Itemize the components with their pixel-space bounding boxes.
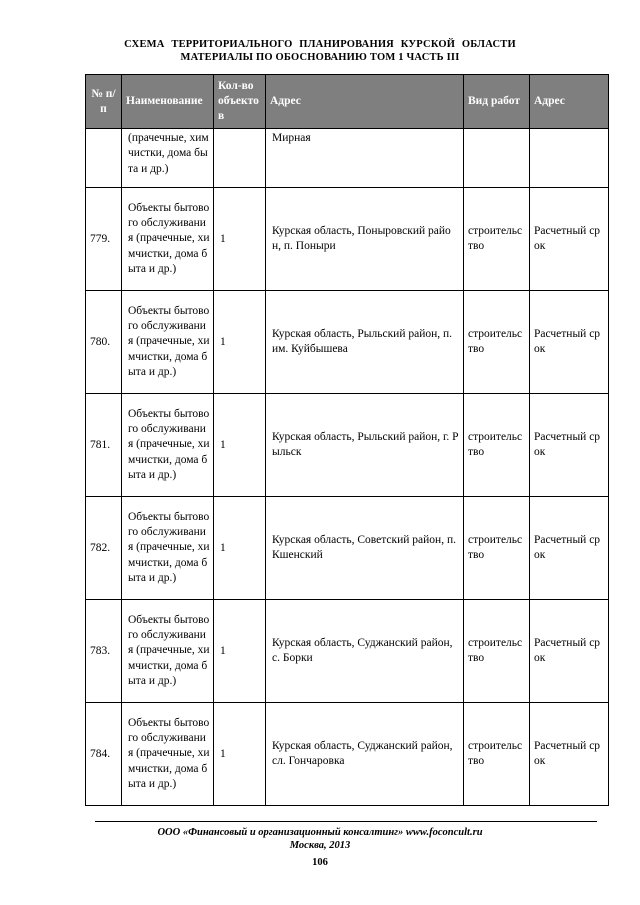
table-row xyxy=(86,188,609,291)
cell-work-type: строительство xyxy=(464,394,530,497)
cell-work-type: строительство xyxy=(464,600,530,703)
cell-number: 779. xyxy=(86,188,122,291)
cell-term: Расчетный срок xyxy=(530,394,609,497)
column-header-work-type: Вид работ xyxy=(464,75,530,129)
cell-term: Расчетный срок xyxy=(530,291,609,394)
cell-name: (прачечные, химчистки, дома быта и др.) xyxy=(122,129,214,188)
cell-quantity xyxy=(214,129,266,188)
cell-name: Объекты бытового обслуживания (прачечные, химчистки, дома быта и др.) xyxy=(122,497,214,600)
cell-work-type: строительство xyxy=(464,703,530,806)
cell-address: Курская область, Поныровский район, п. Поныри xyxy=(266,188,464,291)
column-header-name: Наименование xyxy=(122,75,214,129)
page-number: 106 xyxy=(312,857,328,868)
cell-number xyxy=(86,129,122,188)
footer-city-year: Москва, 2013 xyxy=(289,840,351,851)
cell-address: Курская область, Рыльский район, п. им. Куйбышева xyxy=(266,291,464,394)
cell-term: Расчетный срок xyxy=(530,600,609,703)
table-row-continuation xyxy=(86,129,609,188)
cell-number: 780. xyxy=(86,291,122,394)
cell-work-type: строительство xyxy=(464,188,530,291)
cell-name: Объекты бытового обслуживания (прачечные, химчистки, дома быта и др.) xyxy=(122,291,214,394)
header-subtitle: МАТЕРИАЛЫ ПО ОБОСНОВАНИЮ ТОМ 1 ЧАСТЬ III xyxy=(180,52,460,63)
column-header-number: № п/п xyxy=(86,75,122,129)
cell-quantity: 1 xyxy=(214,497,266,600)
cell-quantity: 1 xyxy=(214,188,266,291)
cell-name: Объекты бытового обслуживания (прачечные, химчистки, дома быта и др.) xyxy=(122,188,214,291)
cell-term xyxy=(530,129,609,188)
table-row xyxy=(86,394,609,497)
cell-name: Объекты бытового обслуживания (прачечные, химчистки, дома быта и др.) xyxy=(122,394,214,497)
cell-number: 782. xyxy=(86,497,122,600)
table-row xyxy=(86,600,609,703)
table-row xyxy=(86,703,609,806)
document-header xyxy=(0,38,640,64)
table-row xyxy=(86,291,609,394)
cell-work-type: строительство xyxy=(464,291,530,394)
cell-name: Объекты бытового обслуживания (прачечные, химчистки, дома быта и др.) xyxy=(122,600,214,703)
cell-name: Объекты бытового обслуживания (прачечные, химчистки, дома быта и др.) xyxy=(122,703,214,806)
cell-quantity: 1 xyxy=(214,600,266,703)
cell-address: Курская область, Суджанский район, с. Борки xyxy=(266,600,464,703)
cell-work-type: строительство xyxy=(464,497,530,600)
cell-address: Курская область, Суджанский район, сл. Гончаровка xyxy=(266,703,464,806)
objects-table xyxy=(85,74,609,806)
footer-company: ООО «Финансовый и организационный консалтинг» www.foconcult.ru xyxy=(157,827,483,838)
cell-term: Расчетный срок xyxy=(530,497,609,600)
cell-work-type xyxy=(464,129,530,188)
cell-quantity: 1 xyxy=(214,703,266,806)
table-row xyxy=(86,497,609,600)
cell-number: 784. xyxy=(86,703,122,806)
document-footer xyxy=(0,826,640,852)
cell-quantity: 1 xyxy=(214,291,266,394)
table-header-row xyxy=(86,75,609,129)
cell-address: Курская область, Советский район, п. Кшенский xyxy=(266,497,464,600)
header-title: СХЕМА ТЕРРИТОРИАЛЬНОГО ПЛАНИРОВАНИЯ КУРСКОЙ ОБЛАСТИ xyxy=(124,39,516,50)
cell-address: Курская область, Рыльский район, г. Рыльск xyxy=(266,394,464,497)
cell-term: Расчетный срок xyxy=(530,188,609,291)
cell-address: Мирная xyxy=(266,129,464,188)
column-header-term: Адрес xyxy=(530,75,609,129)
cell-number: 781. xyxy=(86,394,122,497)
cell-quantity: 1 xyxy=(214,394,266,497)
cell-term: Расчетный срок xyxy=(530,703,609,806)
footer-divider xyxy=(95,821,597,822)
column-header-address: Адрес xyxy=(266,75,464,129)
cell-number: 783. xyxy=(86,600,122,703)
column-header-quantity: Кол-во объектов xyxy=(214,75,266,129)
